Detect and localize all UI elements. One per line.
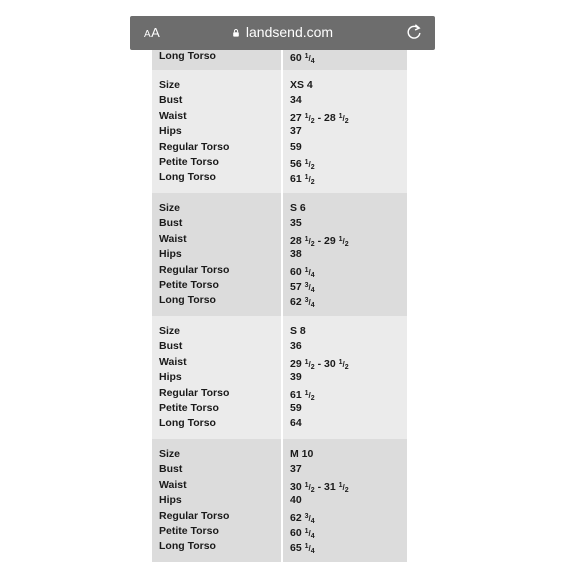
row-value: XS 4 (290, 79, 313, 91)
row-label: Waist (159, 109, 187, 122)
size-block-partial (152, 50, 407, 70)
row-label: Hips (159, 494, 182, 507)
row-value: 59 (290, 402, 302, 414)
row-value: 29 $^1/_2 - 30$ $^1/_2$ (290, 357, 349, 371)
row-value: 60 $^1/_4$ (290, 265, 315, 279)
row-value: 62 $^3/_4$ (290, 296, 315, 310)
row-value: 28 $^1/_2 - 29$ $^1/_2$ (290, 234, 349, 248)
row-label: Regular Torso (159, 509, 230, 522)
row-value: 39 (290, 371, 302, 384)
value-cell (283, 70, 407, 193)
size-block (152, 70, 407, 193)
size-block (152, 439, 407, 562)
row-label: Bust (159, 94, 183, 107)
row-label: Size (159, 325, 181, 337)
row-label: Size (159, 79, 181, 91)
lock-icon (232, 29, 240, 37)
size-chart-table (152, 50, 407, 565)
label-cell (152, 70, 281, 193)
row-label: Size (159, 448, 181, 460)
row-value: 37 (290, 463, 302, 476)
row-label: Long Torso (159, 540, 216, 553)
label-cell (152, 193, 281, 316)
value-cell (283, 316, 407, 439)
label-cell (152, 439, 281, 562)
row-label: Waist (159, 478, 187, 491)
value-cell (283, 50, 407, 70)
row-value: 59 (290, 140, 302, 153)
row-label: Petite Torso (159, 525, 219, 537)
row-label: Hips (159, 248, 182, 261)
label-cell (152, 50, 281, 70)
value-cell (283, 439, 407, 562)
value-cell (283, 193, 407, 316)
row-value: 64 (290, 417, 302, 430)
row-label: Long Torso (159, 50, 216, 62)
row-label: Petite Torso (159, 156, 219, 168)
row-value: 30 $^1/_2 - 31$ $^1/_2$ (290, 480, 349, 494)
row-value: 35 (290, 217, 302, 230)
row-label: Bust (159, 217, 183, 230)
row-label: Waist (159, 232, 187, 245)
size-block (152, 193, 407, 316)
row-label: Long Torso (159, 294, 216, 307)
row-value: 36 (290, 340, 302, 353)
row-label: Regular Torso (159, 140, 230, 153)
row-label: Hips (159, 125, 182, 138)
row-label: Regular Torso (159, 263, 230, 276)
row-label: Petite Torso (159, 279, 219, 291)
row-value: 38 (290, 248, 302, 261)
size-block (152, 316, 407, 439)
row-value: 56 $^1/_2$ (290, 158, 315, 171)
row-value: M 10 (290, 448, 314, 460)
row-value: 62 $^3/_4$ (290, 511, 315, 525)
url-display[interactable] (130, 24, 435, 40)
row-value: 60 $^1/_4$ (290, 527, 315, 540)
row-value: 34 (290, 94, 302, 107)
reload-icon[interactable] (405, 23, 423, 41)
row-value: 57 $^3/_4$ (290, 281, 315, 294)
row-value: S 6 (290, 202, 306, 214)
row-value: 60 $^1/_4$ (290, 52, 315, 65)
row-value: S 8 (290, 325, 306, 337)
row-label: Bust (159, 463, 183, 476)
row-label: Bust (159, 340, 183, 353)
row-value: 27 $^1/_2 - 28$ $^1/_2$ (290, 111, 349, 125)
row-label: Hips (159, 371, 182, 384)
row-label: Regular Torso (159, 386, 230, 399)
row-label: Long Torso (159, 171, 216, 184)
row-label: Size (159, 202, 181, 214)
browser-address-bar[interactable] (130, 16, 435, 50)
row-label: Petite Torso (159, 402, 219, 414)
row-label: Waist (159, 355, 187, 368)
row-value: 40 (290, 494, 302, 507)
row-value: 61 $^1/_2$ (290, 388, 315, 402)
label-cell (152, 316, 281, 439)
row-label: Long Torso (159, 417, 216, 430)
row-value: 61 $^1/_2$ (290, 173, 315, 187)
row-value: 37 (290, 125, 302, 138)
row-value: 65 $^1/_4$ (290, 542, 315, 556)
text-size-button[interactable]: AA (144, 25, 161, 40)
url-text: landsend.com (245, 24, 334, 40)
